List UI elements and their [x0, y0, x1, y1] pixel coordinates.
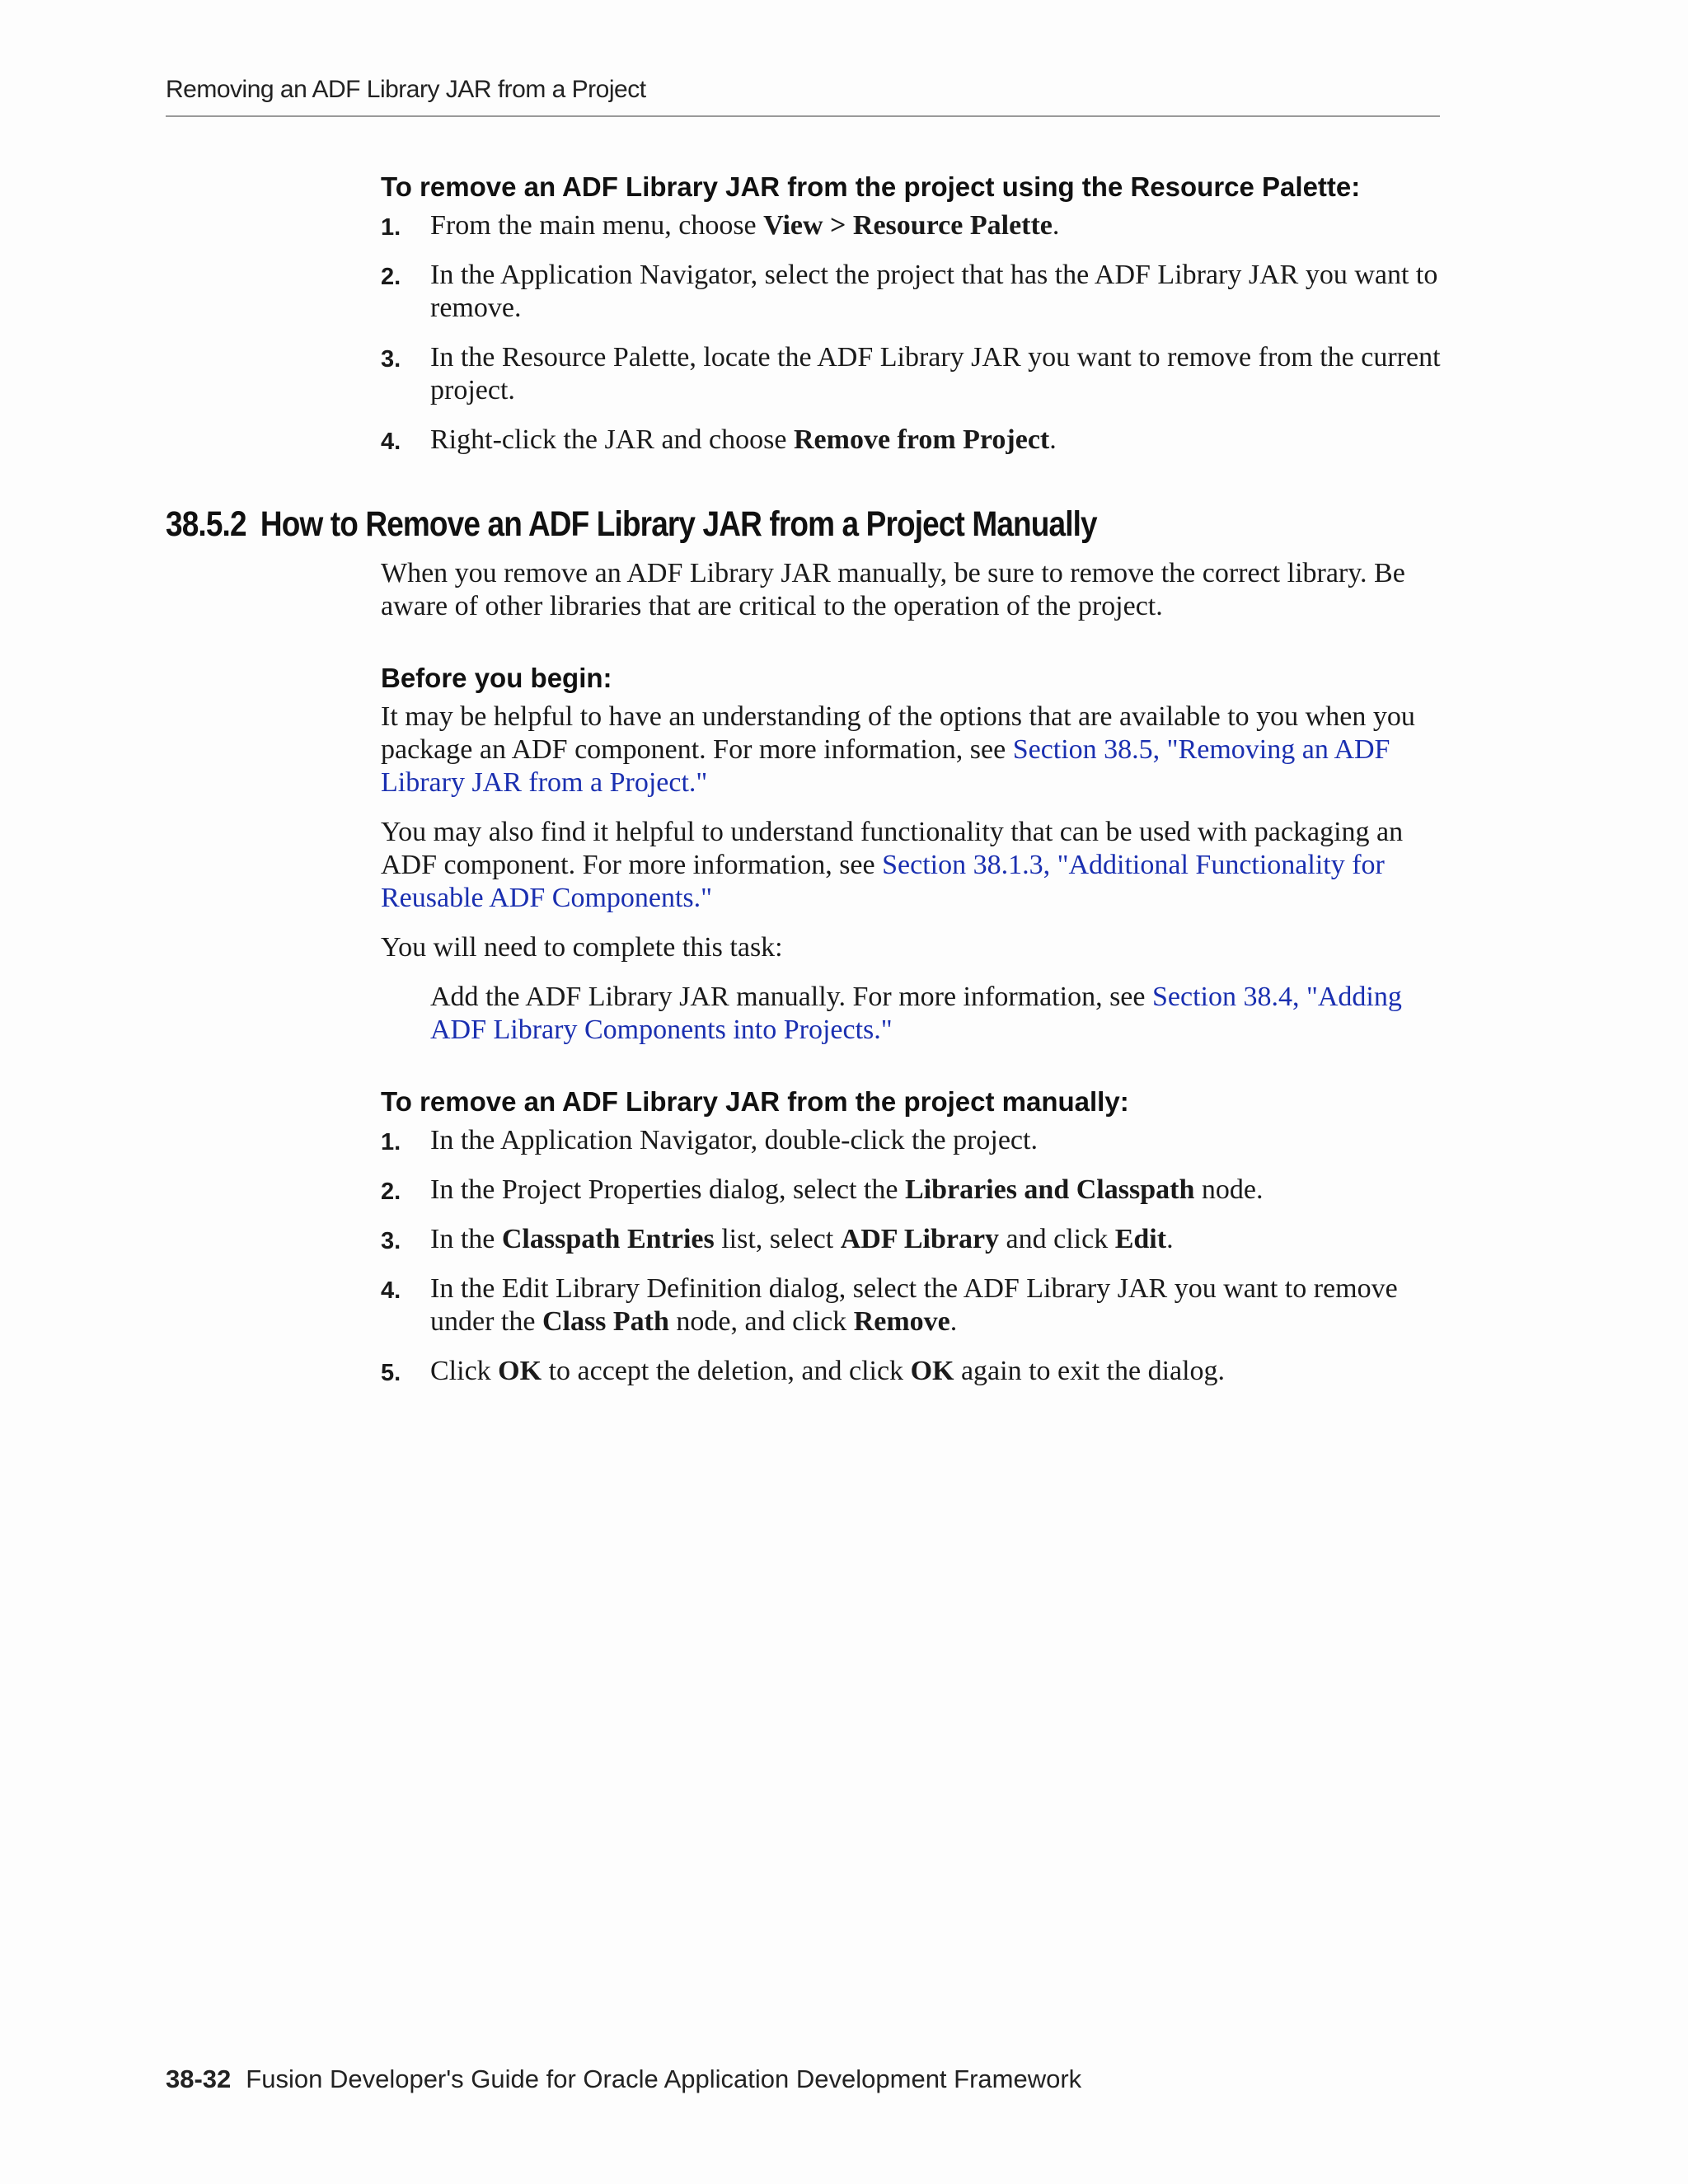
- step-text: In the Application Navigator, select the project that has the ADF Library JAR you want to remove.: [430, 260, 1438, 323]
- step-text: Right-click the JAR and choose: [430, 424, 794, 455]
- procedure-title: To remove an ADF Library JAR from the project manually:: [381, 1086, 1129, 1117]
- step-text: In the Edit Library Definition dialog, select the ADF Library JAR you want to remove under the: [430, 1273, 1398, 1337]
- before-you-begin-heading: Before you begin:: [381, 663, 612, 693]
- cross-reference-link[interactable]: Section 38.1.3, "Additional Functionality for Reusable ADF Components.": [381, 850, 1385, 913]
- step-text: In the Project Properties dialog, select the: [430, 1174, 905, 1205]
- step-text: .: [950, 1306, 958, 1337]
- section-body: [381, 557, 1444, 1404]
- step-text: node.: [1194, 1174, 1264, 1205]
- list-item: [381, 1272, 1444, 1338]
- step-number: 1.: [381, 214, 401, 241]
- paragraph-text: It may be helpful to have an understanding of the options that are available to you when you package an ADF component. For more information, see: [381, 701, 1415, 765]
- paragraph: [381, 701, 1444, 799]
- step-text: .: [1049, 424, 1057, 455]
- cross-reference-link[interactable]: Section 38.4, "Adding ADF Library Components into Projects.": [430, 982, 1402, 1045]
- list-item: [381, 1223, 1444, 1256]
- running-header: Removing an ADF Library JAR from a Project: [166, 76, 646, 103]
- ui-term: Class Path: [542, 1306, 669, 1337]
- ui-term: Edit: [1114, 1224, 1167, 1254]
- ui-term: OK: [910, 1356, 954, 1386]
- procedure-title: To remove an ADF Library JAR from the project using the Resource Palette:: [381, 171, 1361, 202]
- step-text: In the Resource Palette, locate the ADF Library JAR you want to remove from the current project.: [430, 342, 1441, 405]
- page-footer: [166, 2064, 1081, 2094]
- step-number: 1.: [381, 1129, 401, 1155]
- task-paragraph: [381, 981, 1444, 1047]
- step-list: [381, 1124, 1444, 1388]
- step-text: and click: [999, 1224, 1115, 1254]
- ui-term: Remove from Project: [793, 424, 1050, 455]
- step-number: 4.: [381, 429, 401, 455]
- step-number: 3.: [381, 346, 401, 373]
- list-item: [381, 259, 1444, 325]
- step-number: 4.: [381, 1277, 401, 1304]
- page-number: 38-32: [166, 2064, 232, 2093]
- paragraph: [381, 816, 1444, 915]
- step-list: [381, 209, 1444, 457]
- paragraph-text: You may also find it helpful to understand functionality that can be used with packaging an ADF component. For more information, see: [381, 817, 1404, 880]
- step-text: node, and click: [668, 1306, 854, 1337]
- procedure-resource-palette: [381, 171, 1444, 473]
- paragraph: You will need to complete this task:: [381, 932, 783, 963]
- step-number: 3.: [381, 1228, 401, 1254]
- list-item: [381, 209, 1444, 242]
- step-text: again to exit the dialog.: [954, 1356, 1226, 1386]
- step-text: to accept the deletion, and click: [542, 1356, 911, 1386]
- cross-reference-link[interactable]: Section 38.5, "Removing an ADF Library JAR from a Project.": [381, 734, 1390, 798]
- step-text: In the Application Navigator, double-click the project.: [430, 1125, 1038, 1155]
- list-item: [381, 1355, 1444, 1388]
- step-text: In the: [430, 1224, 502, 1254]
- ui-term: Classpath Entries: [501, 1224, 715, 1254]
- ui-term: Libraries and Classpath: [904, 1174, 1195, 1205]
- section-title: How to Remove an ADF Library JAR from a Project Manually: [260, 504, 1097, 544]
- step-text: .: [1052, 210, 1060, 241]
- ui-term: OK: [498, 1356, 542, 1386]
- list-item: [381, 1124, 1444, 1157]
- header-rule: [166, 115, 1440, 117]
- section-number: 38.5.2: [166, 504, 246, 544]
- list-item: [381, 424, 1444, 457]
- section-heading: [166, 504, 1097, 545]
- intro-paragraph: When you remove an ADF Library JAR manually, be sure to remove the correct library. Be aware of other libraries that are critical to the operation of the project.: [381, 558, 1405, 621]
- ui-term: View > Resource Palette: [763, 210, 1053, 241]
- ui-term: ADF Library: [840, 1224, 1000, 1254]
- list-item: [381, 341, 1444, 407]
- step-number: 2.: [381, 1179, 401, 1205]
- step-text: list, select: [714, 1224, 841, 1254]
- list-item: [381, 1174, 1444, 1207]
- ui-term: Remove: [853, 1306, 950, 1337]
- book-title: Fusion Developer's Guide for Oracle Application Development Framework: [246, 2064, 1082, 2093]
- step-text: Click: [430, 1356, 499, 1386]
- step-text: .: [1166, 1224, 1174, 1254]
- step-number: 2.: [381, 264, 401, 290]
- step-text: From the main menu, choose: [430, 210, 764, 241]
- paragraph-text: Add the ADF Library JAR manually. For more information, see: [430, 982, 1152, 1012]
- step-number: 5.: [381, 1360, 401, 1386]
